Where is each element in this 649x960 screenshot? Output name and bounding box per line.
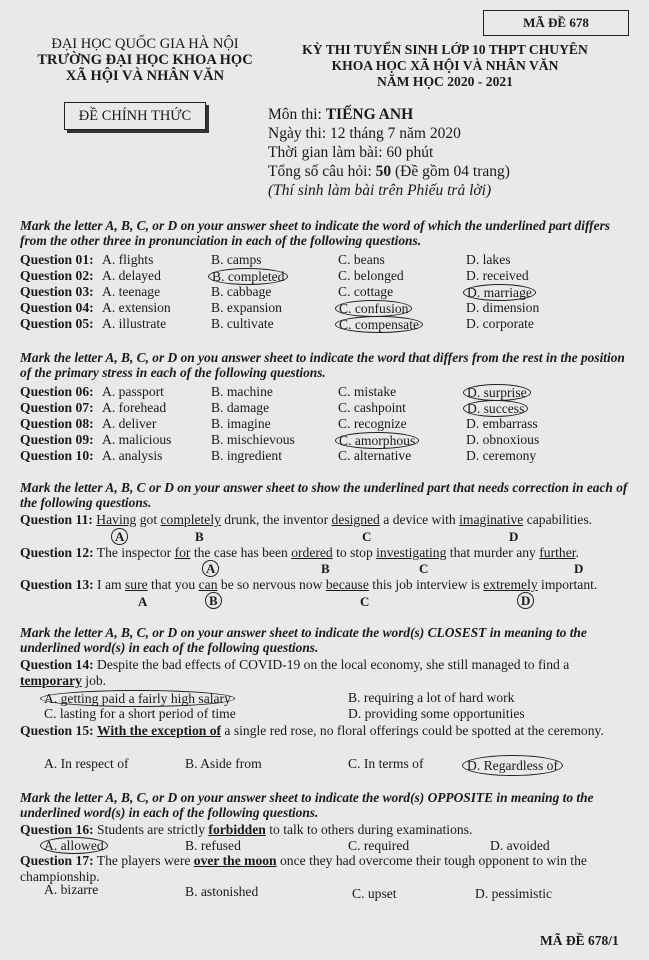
q04-option-d: D. dimension <box>466 300 540 315</box>
q08-option-a: A. deliver <box>102 416 157 431</box>
exam-title-block <box>270 42 620 90</box>
q01-option-a: A. flights <box>102 252 154 267</box>
q12-letter-d: D <box>574 561 584 576</box>
q06-option-d <box>463 384 531 401</box>
question-label: Question 08: <box>20 416 94 431</box>
q15-option-b: B. Aside from <box>185 756 262 771</box>
question-label: Question 04: <box>20 300 94 315</box>
underlined-part-d: further <box>539 545 576 560</box>
q07-option-a: A. forehead <box>102 400 167 415</box>
question-10 <box>20 448 94 464</box>
answer-circle: A <box>111 528 128 545</box>
underlined-part-c: because <box>325 577 369 592</box>
q12-letter-a <box>202 560 219 577</box>
q16-option-d: D. avoided <box>490 838 550 853</box>
q05-option-b: B. cultivate <box>211 316 274 331</box>
answer-circle: A <box>202 560 219 577</box>
text: got <box>136 512 161 527</box>
q12-letter-b: B <box>321 561 330 576</box>
q09-option-d: D. obnoxious <box>466 432 540 447</box>
section1-instruction: Mark the letter A, B, C, or D on your answer sheet to indicate the word of which the underlined part differs from the other three in pronunciation in each of the following questions. <box>20 218 610 248</box>
q05-option-a: A. illustrate <box>102 316 167 331</box>
q07-option-d <box>463 400 528 417</box>
q01-option-b: B. camps <box>211 252 262 267</box>
text: job. <box>81 673 107 688</box>
q04-option-a: A. extension <box>102 300 171 315</box>
q10-option-b: B. ingredient <box>211 448 282 463</box>
page-code-footer: MÃ ĐỀ 678/1 <box>540 933 619 948</box>
text: I am <box>93 577 125 592</box>
text: to talk to others during examinations. <box>265 822 473 837</box>
text: The players were <box>93 853 194 868</box>
question-label: Question 05: <box>20 316 94 331</box>
q11-letter-b: B <box>195 529 204 544</box>
answer-circle: A. allowed <box>40 837 108 854</box>
exam-line1: KỲ THI TUYỂN SINH LỚP 10 THPT CHUYÊN <box>302 42 588 57</box>
text: a single red rose, no floral offerings could be spotted at the ceremony. <box>221 723 604 738</box>
q05-option-c <box>335 316 423 333</box>
underlined-word: With the exception of <box>97 723 222 738</box>
q01-option-d: D. lakes <box>466 252 511 267</box>
q05-option-d: D. corporate <box>466 316 534 331</box>
section4-instruction: Mark the letter A, B, C, or D on your answer sheet to indicate the word(s) CLOSEST in meaning to the underlined word(s) in each of the following questions. <box>20 625 587 655</box>
question-label: Question 16: <box>20 822 94 837</box>
underlined-part-b: ordered <box>291 545 333 560</box>
q06-option-c: C. mistake <box>338 384 397 399</box>
q08-option-d: D. embarrass <box>466 416 538 431</box>
university-line3: XÃ HỘI VÀ NHÂN VĂN <box>65 68 225 84</box>
underlined-part-d: extremely <box>483 577 538 592</box>
question-08 <box>20 416 94 432</box>
question-17 <box>20 853 630 885</box>
q11-letter-c: C <box>362 529 372 544</box>
q15-option-c: C. In terms of <box>348 756 424 771</box>
question-count-prefix: Tổng số câu hỏi: <box>268 163 376 180</box>
q15-option-a: A. In respect of <box>44 756 129 771</box>
q09-option-c <box>335 432 419 449</box>
question-count-line <box>268 163 510 181</box>
question-02 <box>20 268 94 284</box>
question-label: Question 11: <box>20 512 93 527</box>
question-label: Question 09: <box>20 432 94 447</box>
text: this job interview is <box>368 577 484 592</box>
underlined-part-a: for <box>174 545 191 560</box>
question-label: Question 02: <box>20 268 94 283</box>
q03-option-b: B. cabbage <box>211 284 272 299</box>
underlined-part-a: Having <box>96 512 137 527</box>
q16-option-a <box>40 837 108 854</box>
text: a device with <box>379 512 460 527</box>
text: capabilities. <box>523 512 593 527</box>
text: to stop <box>332 545 377 560</box>
question-09 <box>20 432 94 448</box>
q03-option-d <box>463 284 536 301</box>
question-16 <box>20 822 472 838</box>
text: that murder any <box>446 545 540 560</box>
q14-option-a <box>40 690 235 707</box>
answer-circle: C. compensate <box>335 316 423 333</box>
q02-option-c: C. belonged <box>338 268 404 283</box>
q02-option-a: A. delayed <box>102 268 161 283</box>
text: Despite the bad effects of COVID-19 on the local economy, she still managed to find a <box>93 657 570 672</box>
text: once they had overcome their tough opponent to win the championship. <box>20 853 587 884</box>
answer-circle: B. completed <box>208 268 288 285</box>
q13-letter-d <box>517 592 534 609</box>
question-06 <box>20 384 94 400</box>
q11-letter-a <box>111 528 128 545</box>
question-12 <box>20 545 579 561</box>
subject-name: TIẾNG ANH <box>325 106 414 123</box>
question-label: Question 12: <box>20 545 94 560</box>
q09-option-b: B. mischievous <box>211 432 295 447</box>
exam-line3: NĂM HỌC 2020 - 2021 <box>377 74 513 89</box>
underlined-word: over the moon <box>193 853 277 868</box>
q03-option-a: A. teenage <box>102 284 161 299</box>
q10-option-d: D. ceremony <box>466 448 537 463</box>
question-05 <box>20 316 94 332</box>
question-label: Question 06: <box>20 384 94 399</box>
exam-code-box: MÃ ĐỀ 678 <box>483 10 629 36</box>
section3-instruction: Mark the letter A, B, C or D on your answer sheet to show the underlined part that needs correction in each of the following questions. <box>20 480 628 510</box>
q13-letter-a: A <box>138 594 148 609</box>
question-label: Question 17: <box>20 853 94 868</box>
exam-date: Ngày thi: 12 tháng 7 năm 2020 <box>268 125 461 142</box>
subject-label: Môn thi: <box>268 106 326 123</box>
question-15 <box>20 723 630 739</box>
q13-letter-b <box>205 592 222 609</box>
q17-option-b: B. astonished <box>185 884 259 899</box>
q10-option-a: A. analysis <box>102 448 163 463</box>
underlined-part-b: completely <box>160 512 221 527</box>
underlined-part-a: sure <box>124 577 148 592</box>
q03-option-c: C. cottage <box>338 284 394 299</box>
question-count: 50 <box>375 163 392 180</box>
question-label: Question 15: <box>20 723 94 738</box>
question-count-suffix: (Đề gồm 04 trang) <box>391 163 510 180</box>
section5-instruction: Mark the letter A, B, C, or D on your answer sheet to indicate the word(s) OPPOSITE in meaning to the underlined word(s) in each of the following questions. <box>20 790 594 820</box>
question-label: Question 03: <box>20 284 94 299</box>
q06-option-a: A. passport <box>102 384 164 399</box>
question-13 <box>20 577 597 593</box>
underlined-word: forbidden <box>208 822 266 837</box>
q14-option-b: B. requiring a lot of hard work <box>348 690 515 705</box>
underlined-part-d: imaginative <box>459 512 524 527</box>
answer-sheet-note: (Thí sinh làm bài trên Phiếu trả lời) <box>268 182 492 199</box>
q17-option-c: C. upset <box>352 886 397 901</box>
q04-option-c <box>335 300 412 317</box>
section2-instruction: Mark the letter A, B, C, or D on you answer sheet to indicate the word that differs from the rest in the position of the primary stress in each of the following questions. <box>20 350 625 380</box>
question-11 <box>20 512 592 528</box>
q17-option-d: D. pessimistic <box>475 886 553 901</box>
q10-option-c: C. alternative <box>338 448 412 463</box>
text: important. <box>537 577 598 592</box>
question-label: Question 10: <box>20 448 94 463</box>
underlined-part-c: investigating <box>376 545 447 560</box>
q04-option-b: B. expansion <box>211 300 282 315</box>
question-04 <box>20 300 94 316</box>
answer-circle: D. success <box>463 400 528 417</box>
question-label: Question 01: <box>20 252 94 267</box>
underlined-part-b: can <box>198 577 218 592</box>
q16-option-b: B. refused <box>185 838 241 853</box>
text: that you <box>147 577 199 592</box>
answer-circle: D. Regardless of <box>462 755 563 776</box>
exam-duration: Thời gian làm bài: 60 phút <box>268 144 434 161</box>
q06-option-b: B. machine <box>211 384 273 399</box>
q14-option-c: C. lasting for a short period of time <box>44 706 236 721</box>
university-block <box>20 36 270 84</box>
text: Students are strictly <box>93 822 209 837</box>
question-07 <box>20 400 94 416</box>
q13-letter-c: C <box>360 594 370 609</box>
text: drunk, the inventor <box>220 512 332 527</box>
answer-circle: A. getting paid a fairly high salary <box>40 690 235 707</box>
answer-circle: C. amorphous <box>335 432 419 449</box>
underlined-part-c: designed <box>331 512 380 527</box>
q17-option-a: A. bizarre <box>44 882 99 897</box>
text: be so nervous now <box>217 577 326 592</box>
question-label: Question 07: <box>20 400 94 415</box>
university-line2: TRƯỜNG ĐẠI HỌC KHOA HỌC <box>37 52 253 68</box>
answer-circle: D <box>517 592 534 609</box>
answer-circle: B <box>205 592 222 609</box>
question-label: Question 14: <box>20 657 94 672</box>
text: the case has been <box>190 545 292 560</box>
q02-option-b <box>208 268 288 285</box>
q02-option-d: D. received <box>466 268 529 283</box>
question-03 <box>20 284 94 300</box>
underlined-word: temporary <box>20 673 82 688</box>
q08-option-b: B. imagine <box>211 416 271 431</box>
answer-circle: C. confusion <box>335 300 412 317</box>
text: . <box>575 545 579 560</box>
answer-circle: D. surprise <box>463 384 531 401</box>
q16-option-c: C. required <box>348 838 410 853</box>
q07-option-b: B. damage <box>211 400 270 415</box>
q14-option-d: D. providing some opportunities <box>348 706 525 721</box>
official-label-box: ĐỀ CHÍNH THỨC <box>64 102 206 130</box>
q12-letter-c: C <box>419 561 429 576</box>
q11-letter-d: D <box>509 529 519 544</box>
q01-option-c: C. beans <box>338 252 385 267</box>
university-line1: ĐẠI HỌC QUỐC GIA HÀ NỘI <box>51 36 239 52</box>
question-01 <box>20 252 94 268</box>
q07-option-c: C. cashpoint <box>338 400 406 415</box>
question-14 <box>20 657 630 689</box>
answer-circle: D. marriage <box>463 284 536 301</box>
q15-option-d <box>462 755 563 776</box>
q09-option-a: A. malicious <box>102 432 172 447</box>
subject-line <box>268 106 413 124</box>
text: The inspector <box>93 545 175 560</box>
q08-option-c: C. recognize <box>338 416 407 431</box>
exam-line2: KHOA HỌC XÃ HỘI VÀ NHÂN VĂN <box>331 58 559 73</box>
question-label: Question 13: <box>20 577 94 592</box>
